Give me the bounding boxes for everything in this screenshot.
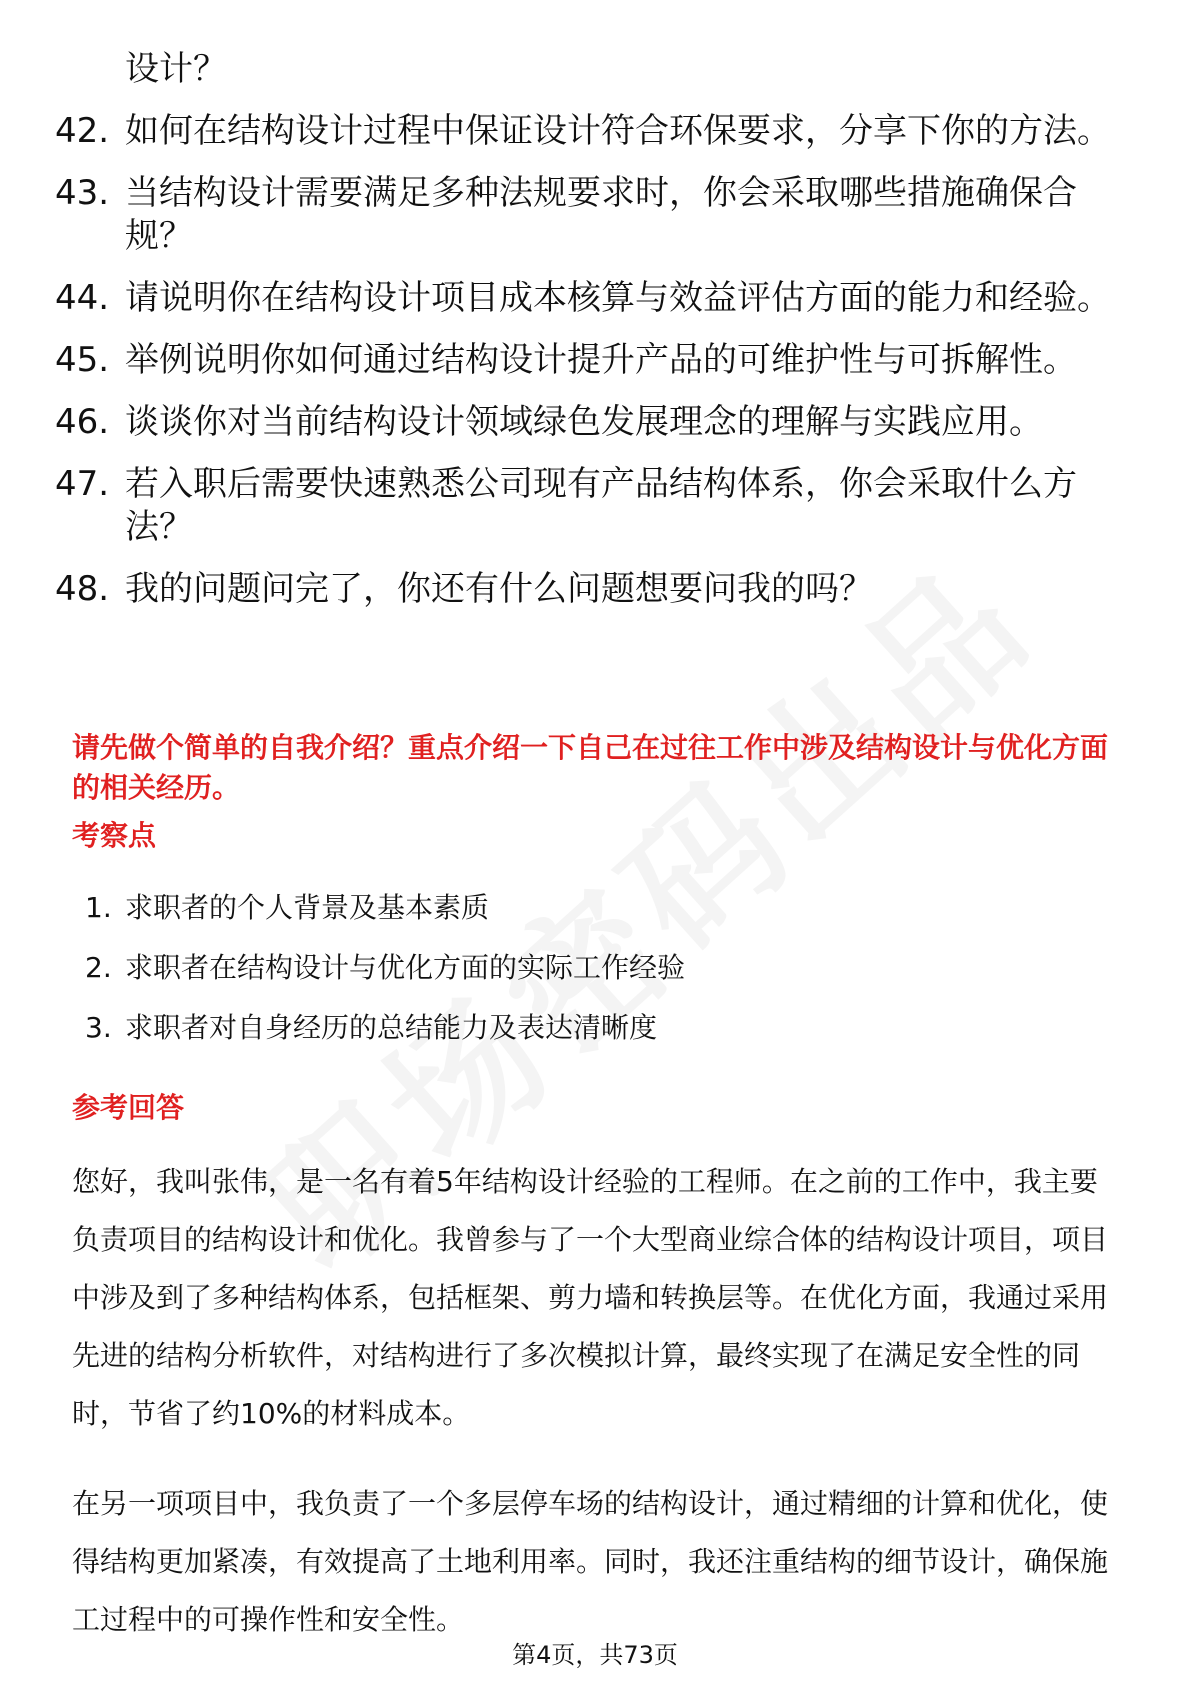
question-list bbox=[55, 48, 1125, 630]
question-text: 请说明你在结构设计项目成本核算与效益评估方面的能力和经验。 bbox=[125, 278, 1111, 318]
answer-paragraph: 您好，我叫张伟，是一名有着5年结构设计经验的工程师。在之前的工作中，我主要负责项目的结构设计和优化。我曾参与了一个大型商业综合体的结构设计项目，项目中涉及到了多种结构体系，包括框架、剪力墙和转换层等。在优化方面，我通过采用先进的结构分析软件，对结构进行了多次模拟计算，最终实现了在满足安全性的同时，节省了约10%的材料成本。 bbox=[72, 1165, 1109, 1430]
point-number: 3. bbox=[85, 1011, 112, 1044]
question-item bbox=[55, 277, 1125, 320]
question-item bbox=[55, 568, 1125, 611]
list-item bbox=[85, 950, 1115, 986]
points-label: 考察点 bbox=[72, 819, 157, 852]
question-number: 45. bbox=[55, 340, 110, 380]
point-number: 2. bbox=[85, 951, 112, 984]
point-text: 求职者的个人背景及基本素质 bbox=[125, 891, 490, 924]
question-number: 47. bbox=[55, 464, 110, 504]
question-text: 若入职后需要快速熟悉公司现有产品结构体系，你会采取什么方法？ bbox=[125, 464, 1077, 547]
question-text: 当结构设计需要满足多种法规要求时，你会采取哪些措施确保合规？ bbox=[125, 173, 1077, 256]
answer-paragraph: 在另一项项目中，我负责了一个多层停车场的结构设计，通过精细的计算和优化，使得结构更加紧凑，有效提高了土地利用率。同时，我还注重结构的细节设计，确保施工过程中的可操作性和安全性。 bbox=[72, 1487, 1109, 1636]
question-number: 46. bbox=[55, 402, 110, 442]
question-item bbox=[55, 110, 1125, 153]
list-item bbox=[85, 1010, 1115, 1046]
question-item bbox=[55, 463, 1125, 549]
question-number: 43. bbox=[55, 173, 110, 213]
page-footer: 第4页，共73页 bbox=[512, 1641, 678, 1669]
question-item bbox=[55, 48, 1125, 91]
points-list bbox=[85, 890, 1115, 1070]
point-text: 求职者在结构设计与优化方面的实际工作经验 bbox=[125, 951, 686, 984]
question-text: 设计？ bbox=[125, 49, 227, 89]
question-text: 举例说明你如何通过结构设计提升产品的可维护性与可拆解性。 bbox=[125, 340, 1077, 380]
question-text: 我的问题问完了，你还有什么问题想要问我的吗？ bbox=[125, 569, 873, 609]
question-text: 如何在结构设计过程中保证设计符合环保要求，分享下你的方法。 bbox=[125, 111, 1111, 151]
question-number bbox=[55, 48, 125, 91]
point-text: 求职者对自身经历的总结能力及表达清晰度 bbox=[125, 1011, 658, 1044]
question-item bbox=[55, 401, 1125, 444]
question-number: 42. bbox=[55, 111, 110, 151]
point-number: 1. bbox=[85, 891, 112, 924]
answer-label: 参考回答 bbox=[72, 1091, 185, 1124]
question-number: 44. bbox=[55, 278, 110, 318]
question-item bbox=[55, 172, 1125, 258]
question-number: 48. bbox=[55, 569, 110, 609]
question-item bbox=[55, 339, 1125, 382]
list-item bbox=[85, 890, 1115, 926]
section-title: 请先做个简单的自我介绍？重点介绍一下自己在过往工作中涉及结构设计与优化方面的相关经历。 bbox=[72, 731, 1109, 804]
question-text: 谈谈你对当前结构设计领域绿色发展理念的理解与实践应用。 bbox=[125, 402, 1043, 442]
